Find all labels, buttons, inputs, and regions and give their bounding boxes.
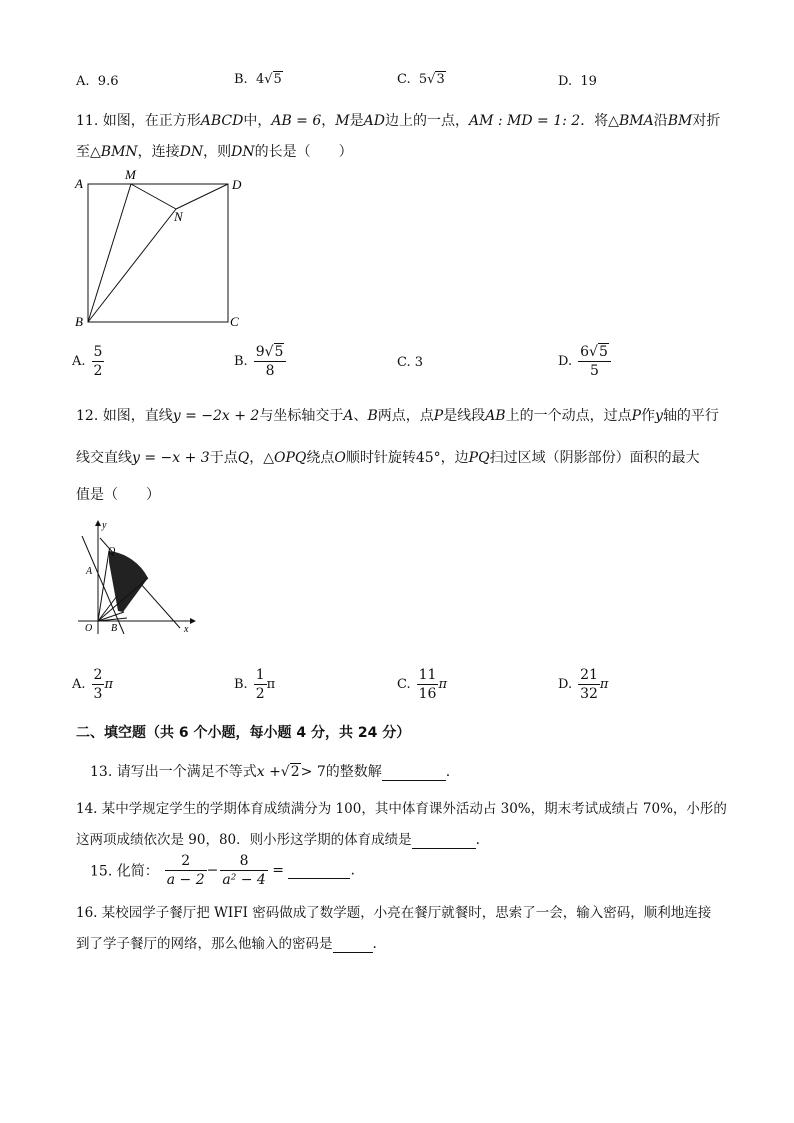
math: AB [485,408,506,424]
option-coef: 4 [255,72,265,87]
math: y = −x + 3 [132,450,210,466]
option-letter: D. [558,74,573,89]
q11-option-d [558,343,611,380]
radicand: 5 [273,72,282,87]
math: AB = 6 [271,113,322,129]
q10-option-b [234,72,283,87]
option-letter: B. [234,72,248,87]
answer-blank[interactable] [412,832,476,849]
q15-line [90,852,355,889]
sqrt: √3 [427,72,445,87]
text: 顺时针旋转 [345,450,416,466]
numerator: 2 [181,853,191,869]
ray-oq [98,551,109,621]
option-letter: B. [234,354,248,369]
option-value: 19 [580,74,597,89]
q13-line [90,761,450,781]
text: 16. 某校园学子餐厅把 WIFI 密码做成了数学题，小亮在餐厅就餐时，思索了一会，输入密码，顺利地连接 [76,905,712,921]
math: A [343,408,354,424]
fraction [165,852,207,889]
math: BMA [618,113,654,129]
q11-line2 [76,141,353,161]
text: 轴的平行 [662,408,719,424]
text: 11. 如图，在正方形 [76,113,201,129]
q10-option-a [76,74,118,89]
option-letter: A. [76,74,90,89]
text: ， [321,113,336,129]
math: Q [237,450,250,466]
segment-bn [88,209,176,322]
text: 线交直线 [76,450,132,466]
coef: 9 [255,344,265,360]
q11-option-a [72,343,104,380]
q12-option-c [397,666,447,703]
q16-line2 [76,932,377,953]
numerator: 11 [418,667,437,683]
pi: π [438,677,447,692]
math: AD [363,113,385,129]
q16-line1 [76,901,711,921]
radicand: 5 [274,344,284,360]
math: x + [256,764,281,780]
math: BMN [100,144,138,160]
segment-bm [88,184,131,322]
sqrt: √5 [264,344,284,360]
section-fill-in-header: 二、填空题（共 6 个小题，每小题 4 分，共 24 分） [76,725,411,741]
math: DN [231,144,255,160]
numerator [578,343,611,361]
denominator: 8 [254,361,287,380]
text: ．将△ [580,113,619,129]
text: 扫过区域（阴影部份）面积的最大 [489,450,700,466]
denominator: 3 [93,686,103,702]
q12-coordinate-figure [72,516,202,636]
text: 的长是（ ） [254,144,353,160]
fraction [578,666,600,703]
numerator: 21 [580,667,598,683]
q12-line1 [76,405,719,425]
denominator: a² − 4 [222,872,266,888]
option-value: 9.6 [97,74,119,89]
text: 沿 [653,113,668,129]
option-letter: A. [72,354,86,369]
option-letter: C. [397,355,411,370]
q12-option-a [72,666,113,703]
option-letter: D. [558,677,573,692]
text: 绕点 [306,450,335,466]
q11-option-b [234,343,286,380]
q11-square-figure [70,166,250,332]
denominator: 16 [418,686,437,702]
x-axis-arrow [190,618,196,624]
segment-dn [176,184,228,209]
label-a: A [75,176,83,191]
option-coef: 5 [418,72,428,87]
numerator: 8 [239,853,249,869]
denominator: 2 [93,363,103,379]
q14-line2 [76,828,480,849]
q11-line1 [76,110,720,130]
pi: π [599,677,609,692]
math: OPQ [273,450,307,466]
q14-line1 [76,797,727,817]
denominator: 32 [580,686,598,702]
radicand: 5 [598,344,608,360]
math: = [272,862,285,879]
fraction [254,343,287,380]
math: M [335,113,350,129]
text: ，则 [203,144,232,160]
text: 边上的一点， [384,113,469,129]
option-letter: B. [234,677,248,692]
text: 与坐标轴交于 [259,408,344,424]
y-axis-arrow [95,520,101,526]
fraction [220,852,268,889]
math: y = −2x + 2 [172,408,260,424]
option-letter: A. [72,677,86,692]
option-letter: D. [558,354,573,369]
text: . [475,832,480,848]
option-letter: C. [397,677,411,692]
text: 中， [243,113,272,129]
math: B [367,408,378,424]
numerator: 2 [93,667,103,683]
label-x: x [184,624,189,635]
text: 两点，点 [377,408,434,424]
math: − [206,862,219,879]
text: ，边 [440,450,469,466]
text: 13. 请写出一个满足不等式 [90,764,257,780]
fraction [417,666,439,703]
math: ABCD [200,113,244,129]
numerator: 1 [255,667,265,683]
text: 至△ [76,144,101,160]
numerator: 5 [93,344,103,360]
math: > 7 [300,764,326,780]
math: P [631,408,642,424]
label-m: M [125,167,136,182]
label-q: Q [108,546,116,557]
answer-blank[interactable] [382,764,446,781]
sqrt: √2 [280,764,300,780]
text: ，△ [249,450,274,466]
text: 这两项成绩依次是 90，80．则小彤这学期的体育成绩是 [76,832,412,848]
math: BM [667,113,693,129]
math: PQ [468,450,490,466]
fraction [92,343,105,380]
text: 14. 某中学规定学生的学期体育成绩满分为 100，其中体育课外活动占 30%，期末考试成绩占 70%，小彤的 [76,801,727,817]
q10-option-c [397,72,446,87]
answer-blank[interactable] [288,862,350,879]
math: AM : MD = 1: 2 [468,113,581,129]
label-b: B [75,314,83,329]
q12-option-d [558,666,608,703]
answer-blank[interactable] [333,936,373,953]
text: 作 [641,408,656,424]
radicand: 3 [436,72,445,87]
math: y [655,408,663,424]
pi: π [266,677,276,692]
radicand: 2 [290,764,300,780]
math: DN [179,144,204,160]
coef: 6 [580,344,590,360]
math: 45° [415,450,441,466]
text: . [445,764,451,780]
label-o: O [85,623,93,634]
text: 的整数解 [325,764,382,780]
label-y: y [102,520,107,531]
fraction [254,666,267,703]
option-value: 3 [414,355,424,370]
text: 对折 [692,113,721,129]
numerator [254,343,287,361]
pi: π [104,677,113,692]
math: O [334,450,346,466]
text: 是线段 [443,408,486,424]
denominator: 5 [578,361,611,380]
text: 是 [349,113,364,129]
text: . [350,862,355,879]
text: . [372,936,377,952]
label-c: C [230,314,239,329]
q10-option-d [558,74,597,89]
denominator: 2 [255,686,265,702]
label-n: N [174,209,183,224]
text: 15. 化简： [90,863,159,880]
text: 、 [353,408,368,424]
label-a: A [86,566,93,577]
q12-line2 [76,447,700,467]
text: ，连接 [137,144,180,160]
text: 于点 [209,450,238,466]
text: 12. 如图，直线 [76,408,173,424]
shaded-region [109,551,148,612]
q12-line3 [76,484,160,504]
label-b: B [111,623,118,634]
text: 到了学子餐厅的网络，那么他输入的密码是 [76,936,333,952]
option-letter: C. [397,72,411,87]
math: P [433,408,444,424]
text: 值是（ ） [76,487,160,503]
fraction [578,343,611,380]
text: 上的一个动点，过点 [505,408,632,424]
q11-option-c [397,355,423,370]
label-d: D [232,177,242,192]
segment-mn [131,184,176,209]
q12-option-b [234,666,275,703]
denominator: a − 2 [166,872,205,888]
sqrt: √5 [589,344,608,360]
fraction [92,666,105,703]
sqrt: √5 [264,72,282,87]
